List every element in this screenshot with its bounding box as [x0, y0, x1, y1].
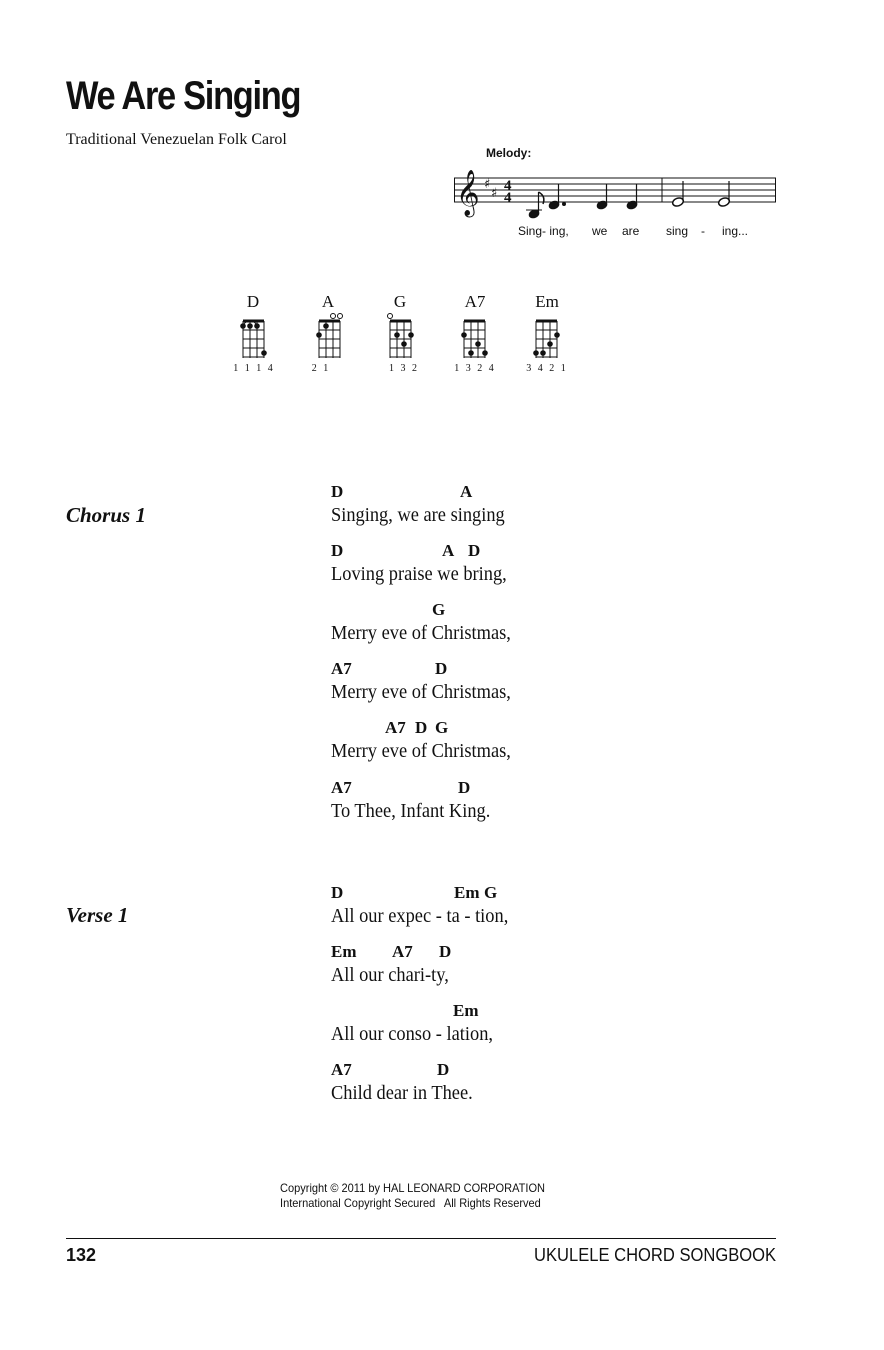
- lyric-text: All our chari-ty,: [331, 964, 449, 986]
- lyric-text: Loving praise we bring,: [331, 563, 507, 585]
- chord-diagram-a7: [460, 312, 490, 360]
- lyric-text: All our expec - ta - tion,: [331, 905, 509, 927]
- copyright-notice: [280, 1181, 545, 1211]
- chord-diagram-name: G: [393, 292, 407, 311]
- chord-diagram-em: [532, 312, 562, 360]
- chord-row: [331, 1001, 691, 1023]
- sharp-c-icon: ♯: [491, 186, 498, 201]
- melody-lyric: -: [701, 224, 705, 238]
- song-title: We Are Singing: [66, 74, 301, 118]
- song-subtitle: Traditional Venezuelan Folk Carol: [66, 131, 287, 148]
- chord-fingering: 1 1 1 4: [233, 363, 275, 374]
- copyright-line: International Copyright Secured All Rights Reserved: [280, 1196, 541, 1210]
- chord-row: [331, 942, 691, 964]
- chord-row: [331, 600, 691, 622]
- treble-clef-icon: 𝄞: [456, 170, 480, 216]
- sharp-f-icon: ♯: [484, 177, 491, 192]
- lyric-text: All our conso - lation,: [331, 1023, 494, 1045]
- melody-lyric: are: [622, 224, 640, 238]
- lyric-text: Singing, we are singing: [331, 504, 505, 526]
- lyric-line: [331, 942, 691, 987]
- chord-row: [331, 659, 691, 681]
- chord-fingering: 1 3 2 4: [454, 363, 496, 374]
- melody-lyric: we: [592, 224, 608, 238]
- chord-symbol: A: [460, 482, 473, 501]
- lyric-line: [331, 600, 691, 645]
- melody-lyric: sing: [666, 224, 689, 238]
- melody-lyric: ing...: [722, 224, 749, 238]
- lyric-line: [331, 541, 691, 586]
- book-title: UKULELE CHORD SONGBOOK: [533, 1245, 776, 1265]
- chord-symbol: Em: [331, 942, 357, 961]
- copyright-line: Copyright © 2011 by HAL LEONARD CORPORATION: [280, 1181, 546, 1195]
- time-signature-top: 4: [504, 178, 512, 194]
- chord-symbol: D: [331, 883, 344, 902]
- chord-symbol: D: [415, 718, 428, 737]
- lyric-line: [331, 883, 691, 928]
- section-label-verse: Verse 1: [66, 903, 129, 927]
- lyric-text: Child dear in Thee.: [331, 1082, 473, 1104]
- chord-symbol: D: [458, 778, 471, 797]
- chord-row: [331, 883, 691, 905]
- chord-symbol: G: [435, 718, 449, 737]
- section-label-chorus: Chorus 1: [66, 503, 146, 527]
- footer-divider: [66, 1238, 776, 1239]
- melody-lyric: Sing- ing,: [518, 224, 569, 238]
- chord-symbol: A: [442, 541, 455, 560]
- chord-symbol: Em: [453, 1001, 479, 1020]
- chord-fingering: 3 4 2 1: [526, 363, 568, 374]
- lyric-line: [331, 718, 691, 763]
- lyric-line: [331, 778, 691, 823]
- melody-label: Melody:: [486, 146, 532, 160]
- chord-fingering: 1 3 2: [389, 363, 419, 374]
- lyric-text: To Thee, Infant King.: [331, 800, 491, 822]
- chord-symbol: D: [331, 482, 344, 501]
- page-number: 132: [66, 1245, 97, 1265]
- chord-symbol: D: [331, 541, 344, 560]
- chord-symbol: A7: [331, 659, 352, 678]
- lyric-line: [331, 659, 691, 704]
- chord-diagram-name: D: [246, 292, 260, 311]
- lyric-text: Merry eve of Christmas,: [331, 622, 511, 644]
- chord-symbol: Em: [454, 883, 480, 902]
- chord-row: [331, 718, 691, 740]
- lyric-line: [331, 1001, 691, 1046]
- lyric-line: [331, 482, 691, 527]
- chord-diagram-name: A: [321, 292, 335, 311]
- melody-staff: [454, 164, 780, 224]
- chord-diagram-d: [240, 312, 270, 360]
- chord-diagram-name: A7: [464, 292, 486, 311]
- chord-row: [331, 778, 691, 800]
- chord-diagram-name: Em: [535, 292, 559, 311]
- chord-diagram-g: [386, 312, 416, 360]
- time-signature-bottom: 4: [504, 190, 512, 206]
- chord-symbol: D: [439, 942, 452, 961]
- chord-symbol: G: [432, 600, 446, 619]
- chord-row: [331, 541, 691, 563]
- chord-symbol: A7: [392, 942, 413, 961]
- chord-symbol: D: [468, 541, 481, 560]
- chord-row: [331, 482, 691, 504]
- chord-symbol: A7: [331, 778, 352, 797]
- lyric-text: Merry eve of Christmas,: [331, 740, 511, 762]
- chord-symbol: A7: [331, 1060, 352, 1079]
- chord-diagram-a: [314, 312, 348, 360]
- chord-symbol: A7: [385, 718, 406, 737]
- chord-fingering: 2 1: [311, 363, 331, 374]
- chord-row: [331, 1060, 691, 1082]
- chord-symbol: D: [437, 1060, 450, 1079]
- lyric-line: [331, 1060, 691, 1105]
- lyric-text: Merry eve of Christmas,: [331, 681, 511, 703]
- chord-symbol: G: [484, 883, 498, 902]
- chord-symbol: D: [435, 659, 448, 678]
